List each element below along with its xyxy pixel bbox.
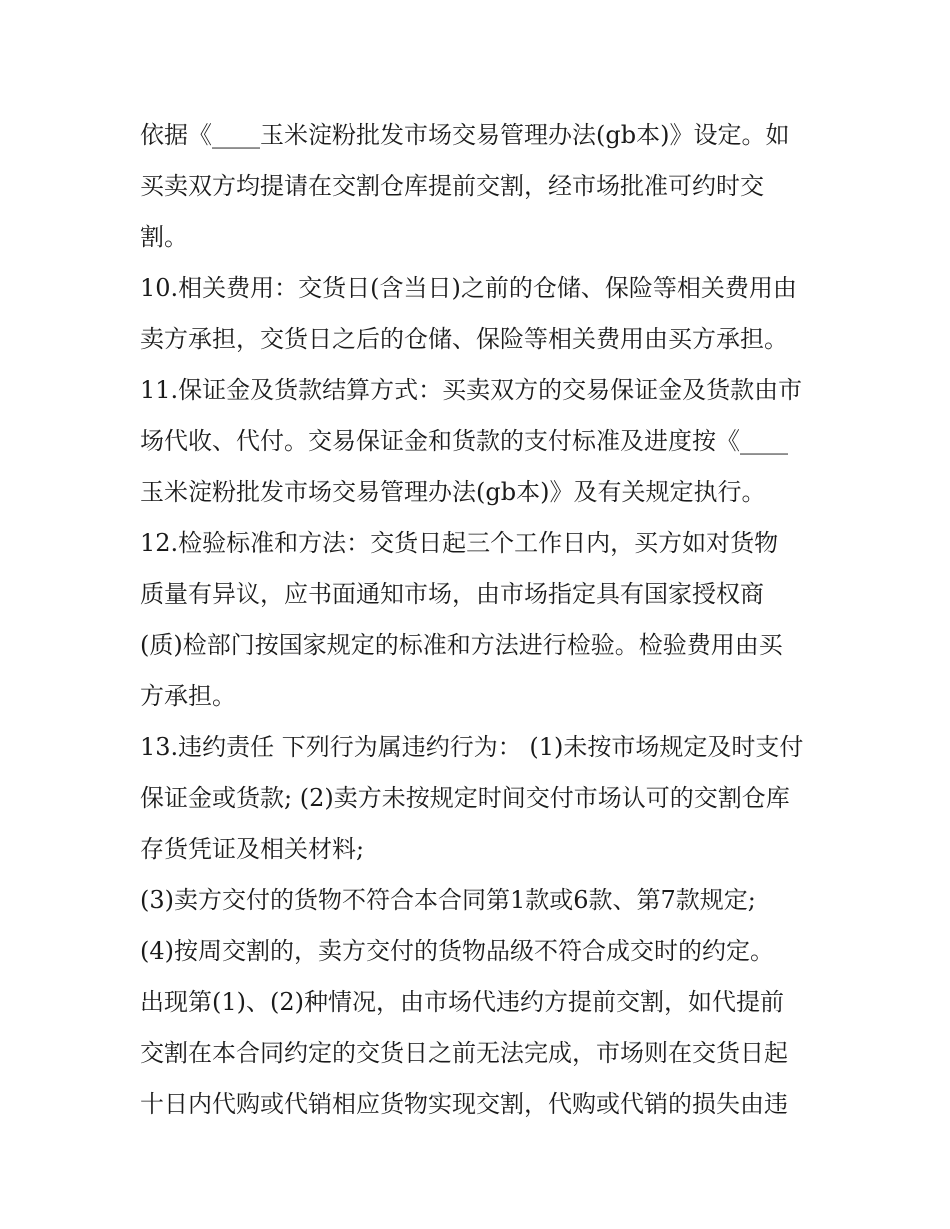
text-line: 玉米淀粉批发市场交易管理办法(gb本)》及有关规定执行。 xyxy=(140,478,766,506)
text-line: 卖方承担，交货日之后的仓储、保险等相关费用由买方承担。 xyxy=(140,325,788,353)
text-line: 割。 xyxy=(140,223,188,251)
text-line: (3)卖方交付的货物不符合本合同第1款或6款、第7款规定; xyxy=(140,886,756,914)
text-line: 保证金或货款; (2)卖方未按规定时间交付市场认可的交割仓库 xyxy=(140,784,790,812)
text-line: 11.保证金及货款结算方式：买卖双方的交易保证金及货款由市 xyxy=(140,376,803,404)
text-line: 12.检验标准和方法：交货日起三个工作日内，买方如对货物 xyxy=(140,529,779,557)
text-line: 出现第(1)、(2)种情况，由市场代违约方提前交割，如代提前 xyxy=(140,988,784,1016)
document-body xyxy=(140,110,812,1130)
text-line: 方承担。 xyxy=(140,682,236,710)
text-line: 依据《____玉米淀粉批发市场交易管理办法(gb本)》设定。如 xyxy=(140,121,790,149)
text-line: 13.违约责任 下列行为属违约行为： (1)未按市场规定及时支付 xyxy=(140,733,804,761)
text-line: 买卖双方均提请在交割仓库提前交割，经市场批准可约时交 xyxy=(140,172,764,200)
text-line: 10.相关费用：交货日(含当日)之前的仓储、保险等相关费用由 xyxy=(140,274,797,302)
text-line: (4)按周交割的，卖方交付的货物品级不符合成交时的约定。 xyxy=(140,937,774,965)
text-line: 交割在本合同约定的交货日之前无法完成，市场则在交货日起 xyxy=(140,1039,788,1067)
text-line: 十日内代购或代销相应货物实现交割，代购或代销的损失由违 xyxy=(140,1090,788,1118)
text-line: 存货凭证及相关材料; xyxy=(140,835,365,863)
text-line: 场代收、代付。交易保证金和货款的支付标准及进度按《____ xyxy=(140,427,788,455)
text-line: (质)检部门按国家规定的标准和方法进行检验。检验费用由买 xyxy=(140,631,783,659)
text-line: 质量有异议，应书面通知市场，由市场指定具有国家授权商 xyxy=(140,580,764,608)
